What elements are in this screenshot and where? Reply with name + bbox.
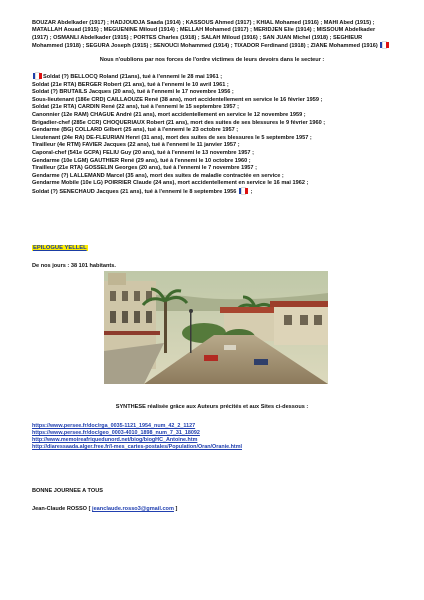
victim-line: Soldat (21e RTA) CARDIN René (22 ans), tué à l'ennemi le 15 septembre 1957 ;	[32, 104, 240, 111]
victim-line: Gendarme (10e LGM) GAUTHIER René (29 ans), tué à l'ennemi le 10 octobre 1960 ;	[32, 157, 251, 164]
closing-line	[32, 479, 103, 497]
yellel-postcard-image	[104, 271, 328, 384]
victim-line: Soldat (21e RTA) BERGER Robert (21 ans), tué à l'ennemi le 10 avril 1961 ;	[32, 81, 229, 88]
french-flag-icon	[33, 73, 42, 79]
victim-line: Gendarme (?) LALLEMAND Marcel (35 ans), mort des suites de maladie contractée en service ;	[32, 172, 284, 179]
victim-line: Lieutenant (24e RA) DE-FLEURIAN Henri (31 ans), mort des suites de ses blessures le 5 septembre 1957 ;	[32, 134, 312, 141]
closing-text: BONNE JOURNEE A TOUS	[32, 488, 103, 494]
epilogue-heading[interactable]: EPILOGUE YELLEL	[33, 245, 87, 251]
victim-line: Sous-lieutenant (186e CRD) CAILLAOUZE René (38 ans), mort accidentellement en service le 16 février 1959 ;	[32, 96, 323, 103]
victim-line: Caporal-chef (541e GCPA) FELIU Guy (20 ans), tué à l'ennemi le 13 novembre 1957 ;	[32, 149, 254, 156]
postcard-illustration	[104, 271, 328, 384]
victim-line: Soldat (?) BRUTAILS Jacques (20 ans), tué à l'ennemi le 17 novembre 1956 ;	[32, 89, 234, 96]
email-link[interactable]: jeanclaude.rosso3@gmail.com	[92, 506, 174, 512]
author-name: Jean-Claude ROSSO	[32, 506, 88, 512]
source-link[interactable]: https://www.persee.fr/doc/geo_0003-4010_1898_num_7_31_18092	[32, 430, 200, 437]
victims-list	[32, 73, 392, 197]
victim-text: Soldat (?) BELLOCQ Roland (21ans), tué à l'ennemi le 28 mai 1961 ;	[43, 74, 223, 81]
victim-line: Tirailleur (4e RTM) FAVIER Jacques (22 ans), tué à l'ennemi le 11 janvier 1957 ;	[32, 142, 240, 149]
victim-line: Tirailleur (21e RTA) GOSSELIN Georges (20 ans), tué à l'ennemi le 7 novembre 1957 ;	[32, 165, 257, 172]
population-text: De nos jours : 38 101 habitants.	[32, 263, 116, 269]
names-paragraph	[32, 20, 392, 51]
population-line	[32, 254, 116, 272]
signature-bracket-open: [	[87, 506, 93, 512]
synthesis-line	[32, 404, 392, 411]
victim-line	[32, 73, 392, 82]
synthesis-text: SYNTHESE réalisée grâce aux Auteurs précités et aux Sites ci-dessous :	[115, 404, 309, 410]
tribute-heading: Nous n'oublions par nos forces de l'ordre victimes de leurs devoirs dans le secteur :	[99, 56, 325, 63]
signature-bracket-close: ]	[173, 506, 178, 512]
victim-line: Soldat (?) SENECHAUD Jacques (21 ans), tué à l'ennemi le 8 septembre 1956 ;	[32, 188, 253, 195]
source-link[interactable]: http://diaressaada.alger.free.fr/l-mes_cartes-postales/Population/Oran/Oranie.html	[32, 444, 243, 451]
victim-text: Soldat (?) SENECHAUD Jacques (21 ans), tué à l'ennemi le 8 septembre 1956	[32, 188, 237, 195]
victim-line: Gendarme (BG) COLLARD Gilbert (25 ans), tué à l'ennemi le 23 octobre 1957 ;	[32, 127, 239, 134]
victim-line: Canonnier (12e RAM) CHAGUE André (21 ans), mort accidentellement en service le 12 novembre 1959 ;	[32, 112, 306, 118]
french-flag-icon	[380, 42, 389, 48]
victim-line: Brigadier-chef (285e CCR) CHOQUERIAUX Robert (21 ans), mort des suites de ses blessures le 9 février 1960 ;	[32, 119, 326, 126]
source-link[interactable]: http://www.memoireafriquedunord.net/biog/biogHC_Antoine.htm	[32, 437, 198, 444]
signature-line	[32, 497, 177, 515]
document-body	[32, 20, 392, 197]
french-flag-icon	[239, 188, 248, 194]
victim-line: Gendarme Mobile (10e LG) POIRRIER Claude (24 ans), mort accidentellement en service le 16 mai 1962 ;	[32, 180, 309, 187]
epilogue-section	[32, 236, 88, 254]
source-link[interactable]: https://www.persee.fr/doc/rga_0035-1121_1954_num_42_2_1127	[32, 423, 196, 429]
names-text: BOUZAR Abdelkader (1917) ; HADJOUDJA Saada (1914) ; KASSOUS Ahmed (1917) ; KHIAL Mohamed (1916) ; MAHI Abed (1915) ; MATALLAH Aouad (1915) ; MEGUENINE Miloud (1914) ; MELLAH Mohamed (1917) ; MERIDJEN Elie (1914) ; MISSOUM Abdelkader (1917) ; OSMANLI Abdelkader (1915) ; PORTES Charles (1918) ; SALAH Miloud (1916) ; SAN JUAN Michel (1918) ; SEGHIEUR Mohammed (1918) ; SEGURA Joseph (1915) ; SENOUCI Mohammed (1914) ; TIXADOR Ferdinand (1918) ; ZIANE Mohammed (1916)	[32, 20, 378, 50]
source-links	[32, 423, 392, 451]
